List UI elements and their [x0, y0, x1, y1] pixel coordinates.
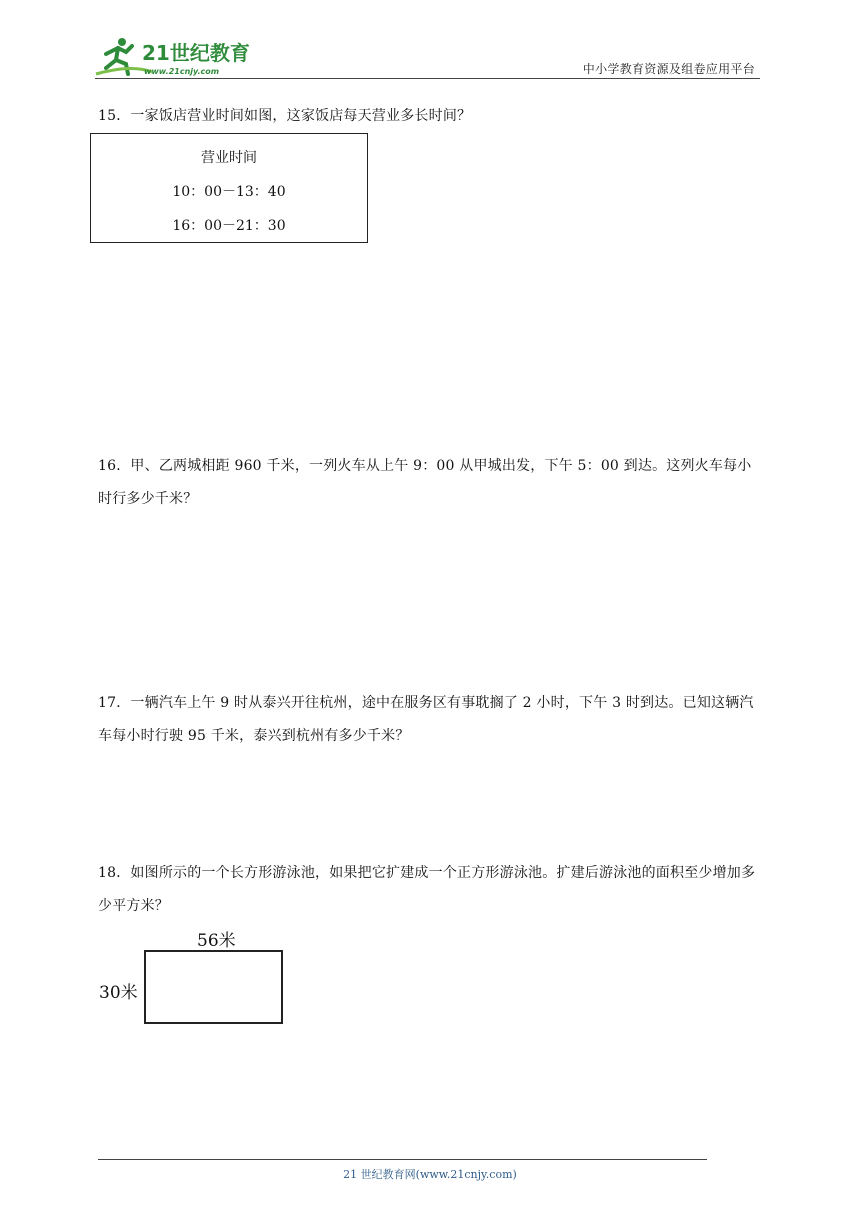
business-hours-evening: 16：00－21：30 [172, 218, 286, 234]
pool-width-label: 30米 [99, 983, 138, 1003]
business-hours-morning: 10：00－13：40 [172, 184, 286, 200]
pool-length-label: 56米 [197, 931, 236, 951]
site-logo [92, 34, 262, 78]
business-hours-title: 营业时间 [201, 150, 257, 166]
logo-text: 21世纪教育 [142, 41, 250, 65]
question-15: 15．一家饭店营业时间如图，这家饭店每天营业多长时间？ [98, 108, 472, 124]
runner-logo-icon [92, 34, 262, 78]
question-18: 18．如图所示的一个长方形游泳池，如果把它扩建成一个正方形游泳池。扩建后游泳池的面积至少增加多少平方米？ [98, 865, 756, 914]
pool-diagram [96, 922, 296, 1032]
question-17: 17．一辆汽车上午 9 时从泰兴开往杭州，途中在服务区有事耽搁了 2 小时，下午 3 时到达。已知这辆汽车每小时行驶 95 千米，泰兴到杭州有多少千米？ [98, 695, 754, 744]
footer-divider [98, 1159, 707, 1160]
header-divider [95, 78, 760, 79]
platform-name: 中小学教育资源及组卷应用平台 [582, 62, 755, 76]
pool-rectangle [144, 950, 283, 1024]
business-hours-box [90, 133, 368, 243]
footer-text: 21 世纪教育网(www.21cnjy.com) [343, 1168, 517, 1181]
question-16: 16．甲、乙两城相距 960 千米，一列火车从上午 9：00 从甲城出发，下午 5：00 到达。这列火车每小时行多少千米？ [98, 458, 752, 507]
logo-url: www.21cnjy.com [144, 67, 220, 76]
